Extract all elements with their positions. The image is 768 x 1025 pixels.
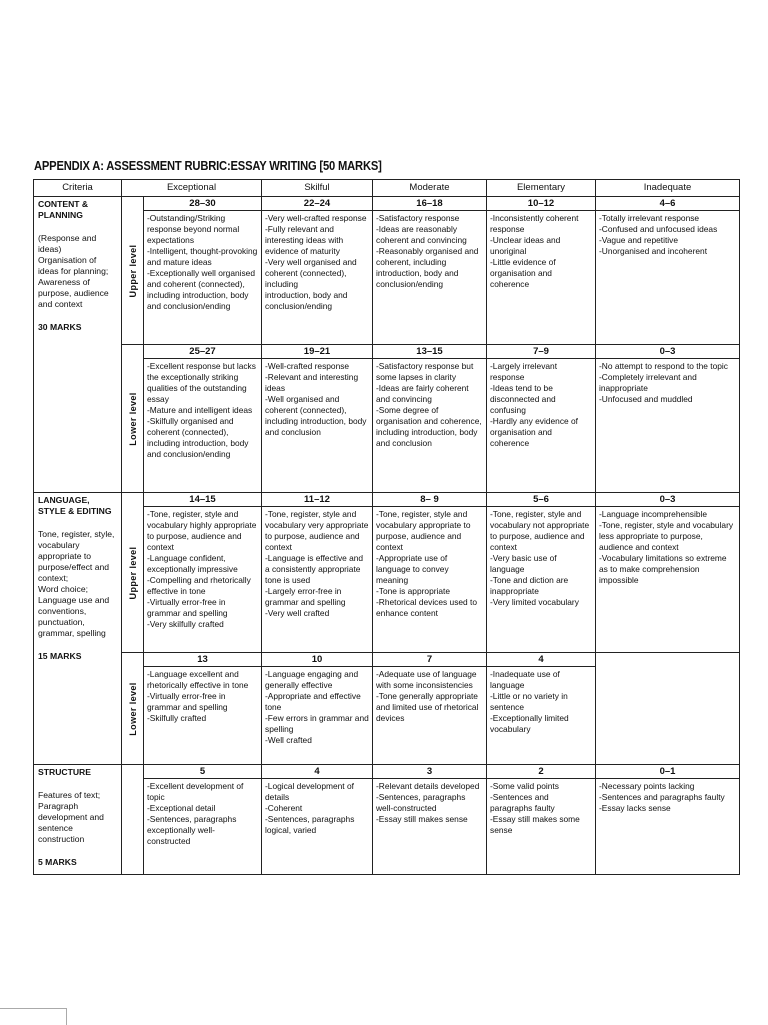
- descriptor-line: -Few errors in grammar and spelling: [265, 713, 369, 734]
- descriptor-cell: [144, 653, 262, 765]
- descriptor-line: -Exceptionally limited vocabulary: [490, 713, 569, 734]
- descriptor-line: -Tone, register, style and vocabulary very appropriate to purpose, audience and context: [265, 509, 369, 552]
- criteria-heading: STRUCTURE: [38, 767, 91, 777]
- criteria-marks: 30 MARKS: [38, 322, 82, 332]
- descriptor-line: -Essay still makes some sense: [490, 814, 580, 835]
- descriptor-line: -Very well crafted: [265, 608, 330, 618]
- descriptor-line: -Well organised and coherent (connected), including introduction, body and conclusion: [265, 394, 367, 437]
- score-range: 7: [373, 653, 486, 667]
- descriptor-line: -Tone is appropriate: [376, 586, 451, 596]
- score-range: 2: [487, 765, 595, 779]
- descriptor-line: -Well crafted: [265, 735, 312, 745]
- score-range: 13: [144, 653, 261, 667]
- score-range: 4: [487, 653, 595, 667]
- descriptor-line: -No attempt to respond to the topic: [599, 361, 728, 371]
- criteria-line: Word choice;: [38, 584, 88, 594]
- descriptor-line: -Language excellent and rhetorically effective in tone: [147, 669, 249, 690]
- score-range: 8– 9: [373, 493, 486, 507]
- descriptor-line: -Virtually error-free in grammar and spelling: [147, 691, 228, 712]
- descriptor-cell: [596, 197, 740, 345]
- level-label: Upper level: [127, 546, 138, 599]
- descriptor-line: -Tone generally appropriate and limited use of rhetorical devices: [376, 691, 479, 723]
- score-range: 19–21: [262, 345, 372, 359]
- descriptor-line: -Well-crafted response: [265, 361, 350, 371]
- descriptor-line: -Intelligent, thought-provoking and mature ideas: [147, 246, 258, 267]
- level-cell: [122, 345, 144, 493]
- header-inadequate: Inadequate: [596, 180, 740, 197]
- descriptor-line: -Unfocused and muddled: [599, 394, 693, 404]
- header-criteria: Criteria: [34, 180, 122, 197]
- descriptor-cell: [144, 765, 262, 875]
- page-corner-fold: [0, 1008, 67, 1025]
- score-range: [596, 653, 739, 666]
- descriptor-cell: [487, 493, 596, 653]
- level-cell: [122, 653, 144, 765]
- score-range: 25–27: [144, 345, 261, 359]
- rubric-row: [34, 345, 740, 493]
- criteria-heading: LANGUAGE, STYLE & EDITING: [38, 495, 112, 516]
- descriptor-line: -Ideas tend to be disconnected and confusing: [490, 383, 556, 415]
- level-cell: [122, 197, 144, 345]
- descriptor-line: -Some degree of organisation and coherence, including introduction, body and conclusion: [376, 405, 482, 448]
- descriptor-line: -Sentences, paragraphs well-constructed: [376, 792, 466, 813]
- descriptor-line: -Very skilfully crafted: [147, 619, 224, 629]
- descriptor-line: -Tone, register, style and vocabulary less appropriate to purpose, audience and context: [599, 520, 734, 552]
- criteria-line: Features of text;: [38, 790, 101, 800]
- descriptor-line: -Satisfactory response: [376, 213, 460, 223]
- header-exceptional: Exceptional: [122, 180, 262, 197]
- descriptor-cell: [144, 493, 262, 653]
- descriptor-cell: [487, 765, 596, 875]
- score-range: 4–6: [596, 197, 739, 211]
- criteria-marks: 15 MARKS: [38, 651, 82, 661]
- descriptor-line: -Tone and diction are inappropriate: [490, 575, 569, 596]
- descriptor-line: -Unclear ideas and unoriginal: [490, 235, 561, 256]
- rubric-row: [34, 765, 740, 875]
- descriptor-line: -Exceptional detail: [147, 803, 216, 813]
- header-row: [34, 180, 740, 197]
- criteria-cell: [34, 197, 122, 493]
- descriptor-line: -Excellent response but lacks the exceptionally striking qualities of the outstanding essay: [147, 361, 256, 404]
- descriptor-cell: [373, 653, 487, 765]
- criteria-line: Awareness of purpose, audience and context: [38, 277, 109, 309]
- descriptor-line: -Satisfactory response but some lapses in clarity: [376, 361, 474, 382]
- descriptor-line: -Mature and intelligent ideas: [147, 405, 253, 415]
- descriptor-line: -Confused and unfocused ideas: [599, 224, 718, 234]
- criteria-line: (Response and ideas): [38, 233, 97, 254]
- descriptor-line: -Very basic use of language: [490, 553, 557, 574]
- descriptor-cell: [373, 765, 487, 875]
- score-range: 16–18: [373, 197, 486, 211]
- descriptor-line: -Sentences, paragraphs exceptionally well-constructed: [147, 814, 237, 846]
- descriptor-line: -Sentences, paragraphs logical, varied: [265, 814, 355, 835]
- descriptor-cell: [596, 653, 740, 765]
- descriptor-line: -Relevant details developed: [376, 781, 480, 791]
- rubric-table: [33, 179, 740, 875]
- criteria-line: Organisation of ideas for planning;: [38, 255, 109, 276]
- descriptor-line: -Essay lacks sense: [599, 803, 671, 813]
- descriptor-line: -Necessary points lacking: [599, 781, 695, 791]
- score-range: 28–30: [144, 197, 261, 211]
- descriptor-line: -Rhetorical devices used to enhance content: [376, 597, 478, 618]
- rubric-row: [34, 653, 740, 765]
- score-range: 0–1: [596, 765, 739, 779]
- score-range: 11–12: [262, 493, 372, 507]
- descriptor-line: -Logical development of details: [265, 781, 354, 802]
- descriptor-cell: [487, 653, 596, 765]
- descriptor-line: -Largely error-free in grammar and spelling: [265, 586, 346, 607]
- criteria-line: Tone, register, style, vocabulary appropriate to purpose/effect and context;: [38, 529, 115, 583]
- level-cell: [122, 493, 144, 653]
- descriptor-cell: [596, 345, 740, 493]
- descriptor-line: -Very limited vocabulary: [490, 597, 579, 607]
- descriptor-line: -Skilfully crafted: [147, 713, 207, 723]
- descriptor-line: -Inadequate use of language: [490, 669, 560, 690]
- descriptor-line: -Coherent: [265, 803, 303, 813]
- descriptor-line: -Some valid points: [490, 781, 559, 791]
- descriptor-line: -Very well-crafted response: [265, 213, 367, 223]
- score-range: 5: [144, 765, 261, 779]
- descriptor-line: -Tone, register, style and vocabulary highly appropriate to purpose, audience and context: [147, 509, 257, 552]
- rubric-row: [34, 493, 740, 653]
- descriptor-line: introduction, body and conclusion/ending: [265, 290, 348, 311]
- score-range: 5–6: [487, 493, 595, 507]
- descriptor-cell: [373, 493, 487, 653]
- descriptor-line: -Ideas are fairly coherent and convincing: [376, 383, 469, 404]
- descriptor-line: -Adequate use of language with some inconsistencies: [376, 669, 477, 690]
- descriptor-line: -Outstanding/Striking response beyond normal expectations: [147, 213, 240, 245]
- descriptor-cell: [262, 197, 373, 345]
- descriptor-line: -Inconsistently coherent response: [490, 213, 579, 234]
- descriptor-cell: [596, 493, 740, 653]
- descriptor-line: -Language incomprehensible: [599, 509, 708, 519]
- descriptor-line: -Relevant and interesting ideas: [265, 372, 359, 393]
- descriptor-line: -Ideas are reasonably coherent and convincing: [376, 224, 467, 245]
- descriptor-line: -Language engaging and generally effective: [265, 669, 359, 690]
- score-range: 7–9: [487, 345, 595, 359]
- score-range: 10: [262, 653, 372, 667]
- descriptor-line: -Little evidence of organisation and coherence: [490, 257, 556, 289]
- descriptor-cell: [596, 765, 740, 875]
- descriptor-line: -Very well organised and coherent (connected), including: [265, 257, 357, 289]
- descriptor-line: -Tone, register, style and vocabulary not appropriate to purpose, audience and context: [490, 509, 590, 552]
- descriptor-cell: [262, 493, 373, 653]
- descriptor-cell: [487, 197, 596, 345]
- document-title: APPENDIX A: ASSESSMENT RUBRIC:ESSAY WRITING [50 MARKS]: [34, 158, 382, 173]
- score-range: 0–3: [596, 345, 739, 359]
- descriptor-line: -Appropriate and effective tone: [265, 691, 361, 712]
- criteria-cell: [34, 493, 122, 765]
- descriptor-cell: [262, 345, 373, 493]
- score-range: 22–24: [262, 197, 372, 211]
- descriptor-line: -Appropriate use of language to convey meaning: [376, 553, 449, 585]
- descriptor-line: -Largely irrelevant response: [490, 361, 558, 382]
- descriptor-line: -Sentences and paragraphs faulty: [599, 792, 725, 802]
- rubric-row: [34, 197, 740, 345]
- descriptor-line: -Excellent development of topic: [147, 781, 244, 802]
- descriptor-line: -Skilfully organised and coherent (connected), including introduction, body and conclusion/ending: [147, 416, 249, 459]
- level-label: Lower level: [127, 681, 138, 736]
- level-label: Upper level: [127, 244, 138, 297]
- score-range: 14–15: [144, 493, 261, 507]
- descriptor-line: -Fully relevant and interesting ideas with evidence of maturity: [265, 224, 344, 256]
- descriptor-line: -Sentences and paragraphs faulty: [490, 792, 555, 813]
- descriptor-line: -Reasonably organised and coherent, including introduction, body and conclusion/ending: [376, 246, 479, 289]
- level-cell: [122, 765, 144, 875]
- score-range: 4: [262, 765, 372, 779]
- descriptor-cell: [373, 345, 487, 493]
- descriptor-line: -Language confident, exceptionally impressive: [147, 553, 238, 574]
- criteria-heading: CONTENT & PLANNING: [38, 199, 89, 220]
- header-elementary: Elementary: [487, 180, 596, 197]
- descriptor-line: -Unorganised and incoherent: [599, 246, 708, 256]
- descriptor-cell: [262, 765, 373, 875]
- criteria-marks: 5 MARKS: [38, 857, 77, 867]
- descriptor-line: -Virtually error-free in grammar and spelling: [147, 597, 228, 618]
- level-label: Lower level: [127, 391, 138, 446]
- score-range: 0–3: [596, 493, 739, 507]
- descriptor-line: -Hardly any evidence of organisation and coherence: [490, 416, 578, 448]
- descriptor-line: -Compelling and rhetorically effective in tone: [147, 575, 251, 596]
- descriptor-cell: [487, 345, 596, 493]
- descriptor-line: -Language is effective and a consistently appropriate tone is used: [265, 553, 364, 585]
- descriptor-line: -Vague and repetitive: [599, 235, 678, 245]
- descriptor-line: -Completely irrelevant and inappropriate: [599, 372, 697, 393]
- score-range: 3: [373, 765, 486, 779]
- descriptor-line: -Vocabulary limitations so extreme as to make comprehension impossible: [599, 553, 727, 585]
- criteria-line: Language use and conventions, punctuation, grammar, spelling: [38, 595, 110, 638]
- descriptor-cell: [262, 653, 373, 765]
- criteria-line: Paragraph development and sentence construction: [38, 801, 104, 844]
- descriptor-line: -Little or no variety in sentence: [490, 691, 568, 712]
- criteria-cell: [34, 765, 122, 875]
- score-range: 10–12: [487, 197, 595, 211]
- header-skilful: Skilful: [262, 180, 373, 197]
- descriptor-cell: [144, 345, 262, 493]
- descriptor-cell: [144, 197, 262, 345]
- descriptor-line: -Totally irrelevant response: [599, 213, 700, 223]
- descriptor-line: -Tone, register, style and vocabulary appropriate to purpose, audience and context: [376, 509, 471, 552]
- header-moderate: Moderate: [373, 180, 487, 197]
- score-range: 13–15: [373, 345, 486, 359]
- descriptor-cell: [373, 197, 487, 345]
- descriptor-line: -Essay still makes sense: [376, 814, 468, 824]
- descriptor-line: -Exceptionally well organised and coherent (connected), including introduction, body and conclusion/ending: [147, 268, 255, 311]
